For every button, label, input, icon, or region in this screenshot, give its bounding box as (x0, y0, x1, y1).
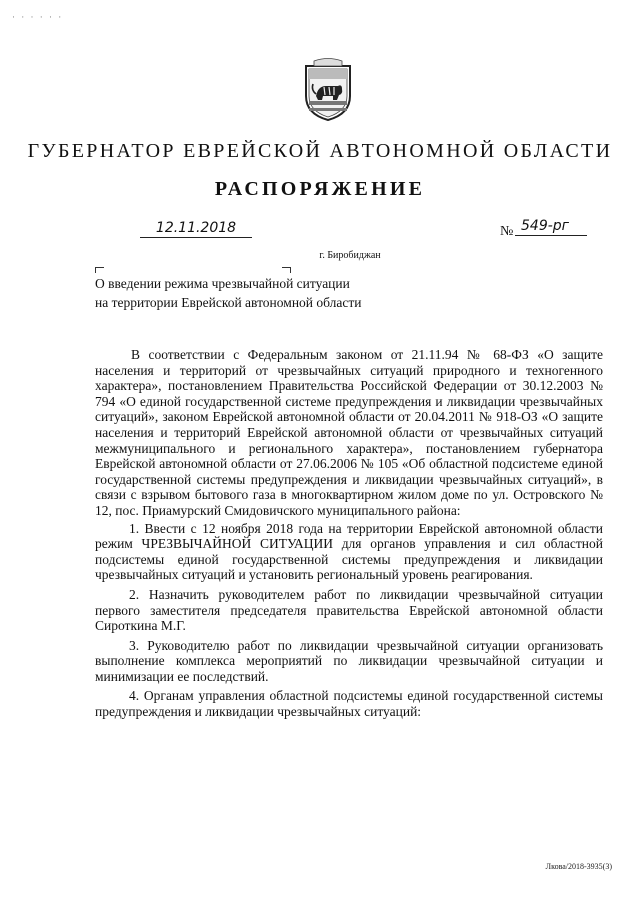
document-date: 12.11.2018 (140, 220, 252, 238)
order-item-2: 2. Назначить руководителем работ по ликвидации чрезвычайной ситуации первого заместителя председателя правительства Еврейской автономной области Сироткина М.Г. (95, 586, 603, 634)
scan-mark: · · · · · · (12, 12, 64, 22)
subject-line-2: на территории Еврейской автономной области (95, 295, 362, 310)
order-item-4: 4. Органам управления областной подсистемы единой государственной системы предупреждения и ликвидации чрезвычайных ситуаций: (95, 688, 603, 720)
order-item-3: 3. Руководителю работ по ликвидации чрезвычайной ситуации организовать выполнение комплекса мероприятий по ликвидации чрезвычайной ситуации и минимизации ее последствий. (95, 637, 603, 684)
city: г. Биробиджан (319, 250, 381, 261)
coat-of-arms-icon (302, 56, 354, 122)
subject-corner-right (282, 267, 291, 273)
intro-paragraph: В соответствии с Федеральным законом от 21.11.94 № 68-ФЗ «О защите населения и территорий от чрезвычайных ситуаций природного и техногенного характера», постановлением Правительства Российской Федерации от 30.12.2003 № 794 «О единой государственной системе предупреждения и ликвидации чрезвычайных ситуаций», законом Еврейской автономной области от 20.04.2011 № 918-ОЗ «О защите населения и территорий Еврейской автономной области от чрезвычайных ситуаций межмуниципального и регионального характера», постановлением губернатора Еврейской автономной области от 27.06.2006 № 105 «Об областной подсистеме единой государственной системы предупреждения и ликвидации чрезвычайных ситуаций», в связи с взрывом бытового газа в многоквартирном жилом доме по ул. Островского № 12, пос. Приамурский Смидовичского муниципального района: (95, 347, 603, 518)
document-body (95, 347, 603, 724)
document-type-heading: РАСПОРЯЖЕНИЕ (214, 178, 426, 200)
subject-corner-left (95, 267, 104, 273)
document-number-label: № (500, 224, 514, 239)
footer-code: Лкова/2018-3935(3) (545, 862, 612, 871)
document-number: 549-рг (515, 218, 587, 236)
document-subject (95, 274, 425, 312)
governor-title: ГУБЕРНАТОР ЕВРЕЙСКОЙ АВТОНОМНОЙ ОБЛАСТИ (27, 140, 613, 162)
order-item-1: 1. Ввести с 12 ноября 2018 года на территории Еврейской автономной области режим ЧРЕЗВЫЧАЙНОЙ СИТУАЦИИ для органов управления и сил областной подсистемы единой государственной системы предупреждения и ликвидации чрезвычайных ситуаций и установить региональный уровень реагирования. (95, 520, 603, 583)
subject-line-1: О введении режима чрезвычайной ситуации (95, 276, 350, 291)
